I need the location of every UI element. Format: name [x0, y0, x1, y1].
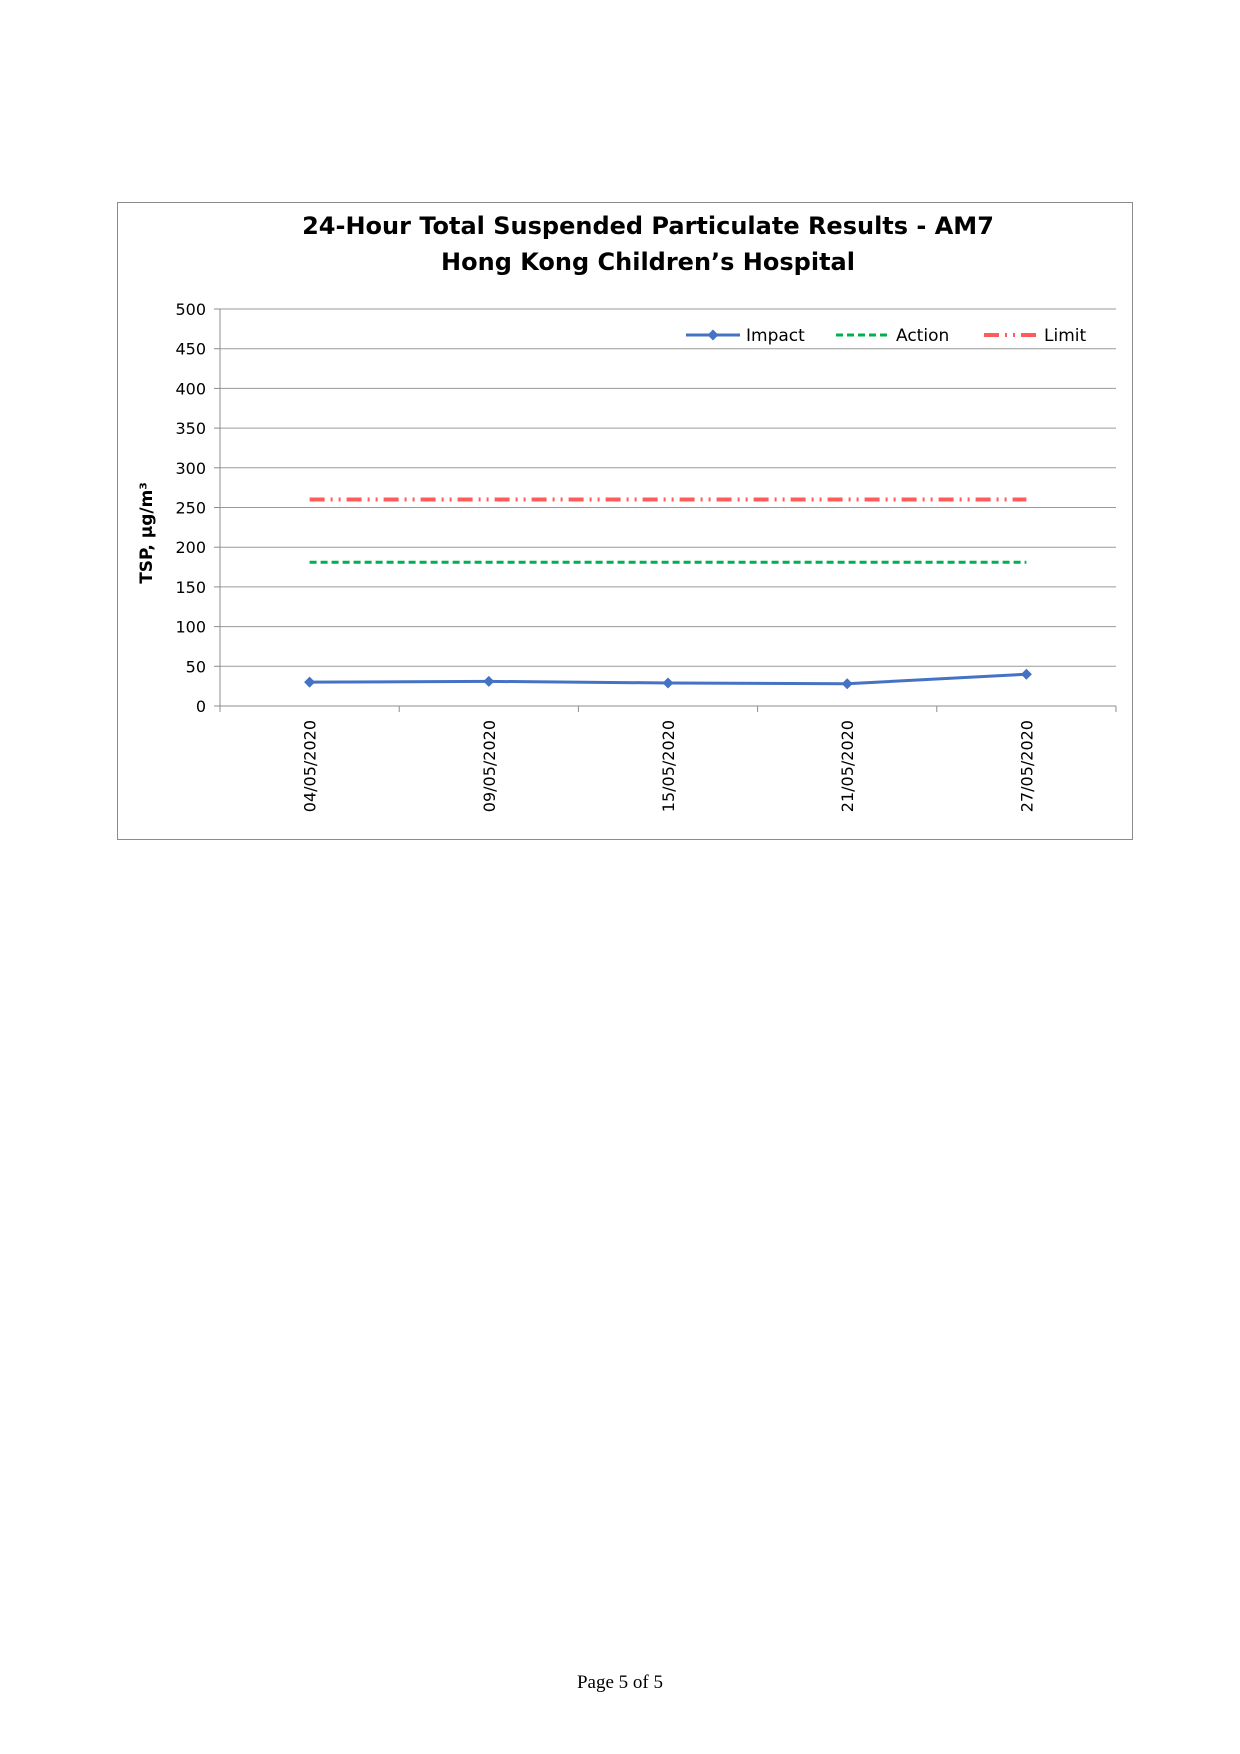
legend-label-action: Action [896, 326, 950, 346]
chart-subtitle: Hong Kong Children’s Hospital [441, 248, 855, 276]
y-tick-label: 250 [175, 498, 206, 518]
y-tick-label: 0 [195, 697, 206, 716]
legend-label-impact: Impact [746, 326, 805, 346]
y-tick-label: 200 [175, 538, 206, 558]
y-axis-title: TSP, μg/m³ [137, 482, 157, 584]
y-tick-label: 400 [175, 379, 206, 399]
series-layer [304, 500, 1032, 690]
legend [686, 326, 1086, 346]
x-tick-label: 21/05/2020 [838, 720, 858, 813]
chart-frame [117, 202, 1133, 840]
legend-label-limit: Limit [1044, 326, 1087, 346]
impact-point [842, 678, 853, 689]
tick-layer [175, 300, 1116, 812]
x-tick-label: 15/05/2020 [659, 720, 678, 813]
chart-title: 24-Hour Total Suspended Particulate Results - AM7 [302, 212, 994, 240]
legend-marker-impact [708, 330, 719, 341]
impact-point [483, 676, 494, 687]
grid-layer [220, 309, 1116, 706]
x-tick-label: 27/05/2020 [1017, 720, 1037, 813]
y-tick-label: 50 [185, 657, 206, 677]
y-tick-label: 300 [175, 458, 206, 478]
chart-svg [118, 203, 1134, 841]
x-tick-label: 04/05/2020 [300, 720, 320, 813]
x-tick-label: 09/05/2020 [479, 720, 499, 813]
impact-point [663, 677, 674, 688]
impact-point [1021, 669, 1032, 680]
y-tick-label: 100 [175, 617, 206, 637]
y-tick-label: 500 [175, 300, 206, 319]
page-footer: Page 5 of 5 [576, 1672, 663, 1693]
y-tick-label: 450 [175, 339, 206, 359]
y-tick-label: 150 [175, 577, 206, 597]
y-tick-label: 350 [175, 419, 206, 439]
impact-point [304, 677, 315, 688]
